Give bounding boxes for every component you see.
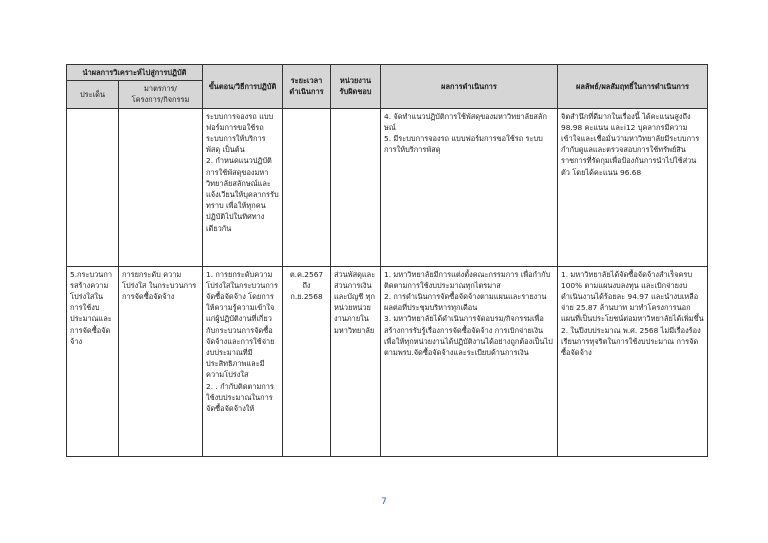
cell-measure (119, 108, 203, 266)
cell-unit (331, 108, 381, 266)
table-row (67, 266, 708, 456)
header-period: ระยะเวลา ดำเนินการ (283, 65, 331, 109)
cell-outcome: จิตสำนึกที่ดีมากในเรื่องนี้ ได้คะแนนสูงถึง 98.98 คะแนน และi12 บุคลากรมีความเข้าใจและเชื่อมั่นว่ามหาวิทยาลัยมีระบบการกำกับดูแลและตรวจสอบการใช้ทรัพย์สินราชการที่รัดกุมเพื่อป้องกันการนำไปใช้ส่วนตัว โดยได้คะแนน 96.68 (558, 108, 708, 266)
page-number: 7 (381, 497, 387, 507)
header-outcome: ผลลัพธ์/ผลสัมฤทธิ์ในการดำเนินการ (558, 65, 708, 109)
cell-issue (67, 108, 119, 266)
action-plan-table (66, 64, 708, 457)
cell-steps: 1. การยกระดับความโปร่งใสในกระบวนการจัดซื้อจัดจ้าง โดยการให้ความรู้ความเข้าใจแก่ผู้ปฏิบัติงานที่เกี่ยวกับกระบวนการจัดซื้อจัดจ้างและการใช้จ่ายงบประมาณที่มีประสิทธิภาพและมีความโปร่งใส 2. . กำกับติดตามการใช้งบประมาณในการจัดซื้อจัดจ้างให้ (203, 266, 283, 456)
cell-outcome: 1. มหาวิทยาลัยได้จัดซื้อจัดจ้างสำเร็จครบ 100% ตามแผนงบลงทุน และเบิกจ่ายงบดำเนินงานได้ร้อยละ 94.97 และนำงบเหลือจ่าย 25.87 ล้านบาท มาทำโครงการนอกแผนที่เป็นประโยชน์ต่อมหาวิทยาลัยได้เพิ่มขึ้น 2. ในปีงบประมาณ พ.ศ. 2568 ไม่มีเรื่องร้องเรียนการทุจริตในการใช้งบประมาณ การจัดซื้อจัดจ้าง (558, 266, 708, 456)
cell-period: ต.ค.2567 ถึง ก.ย.2568 (283, 266, 331, 456)
header-measure: มาตรการ/ โครงการ/กิจกรรม (119, 81, 203, 108)
header-steps: ขั้นตอน/วิธีการปฏิบัติ (203, 65, 283, 109)
header-issue: ประเด็น (67, 81, 119, 108)
cell-unit: ส่วนพัสดุและส่วนการเงินและบัญชี ทุกหน่วยหน่วยงานภายในมหาวิทยาลัย (331, 266, 381, 456)
header-unit: หน่วยงาน รับผิดชอบ (331, 65, 381, 109)
header-group-title: นำผลการวิเคราะห์ไปสู่การปฏิบัติ (67, 65, 203, 81)
cell-measure: การยกระดับ ความโปร่งใส ในกระบวนการ การจัดซื้อจัดจ้าง (119, 266, 203, 456)
cell-period (283, 108, 331, 266)
cell-issue: 5.กระบวนการสร้างความโปร่งใสในการใช้งบประมาณและการจัดซื้อจัดจ้าง (67, 266, 119, 456)
cell-result: 1. มหาวิทยาลัยมีการแต่งตั้งคณะกรรมการ เพื่อกำกับติดตามการใช้งบประมาณทุกไตรมาส 2. การดำเนินการจัดซื้อจัดจ้างตามแผนและรายงานผลต่อที่ประชุมบริหารทุกเดือน 3. มหาวิทยาลัยได้ดำเนินการจัดอบรม/กิจกรรมเพื่อสร้างการรับรู้เรื่องการจัดซื้อจัดจ้าง การเบิกจ่ายเงิน เพื่อให้ทุกหน่วยงานได้ปฏิบัติงานได้อย่างถูกต้องเป็นไปตามพรบ.จัดซื้อจัดจ้างและระเบียบด้านการเงิน (381, 266, 558, 456)
cell-result: 4. จัดทำแนวปฏิบัติการใช้พัสดุของมหาวิทยาลัยสลักษณ์ 5. มีระบบการจองรถ แบบฟอร์มการขอใช้รถ ระบบการให้บริการพัสดุ (381, 108, 558, 266)
table-row (67, 108, 708, 266)
cell-steps: ระบบการจองรถ แบบฟอร์มการขอใช้รถ ระบบการให้บริการพัสดุ เป็นต้น 2. กำหนดแนวปฏิบัติการใช้พัสดุของมหาวิทยาลัยสลักษณ์และแจ้งเวียนให้บุคลากรรับทราบ เพื่อให้ทุกคนปฏิบัติไปในทิศทางเดียวกัน (203, 108, 283, 266)
header-result: ผลการดำเนินการ (381, 65, 558, 109)
